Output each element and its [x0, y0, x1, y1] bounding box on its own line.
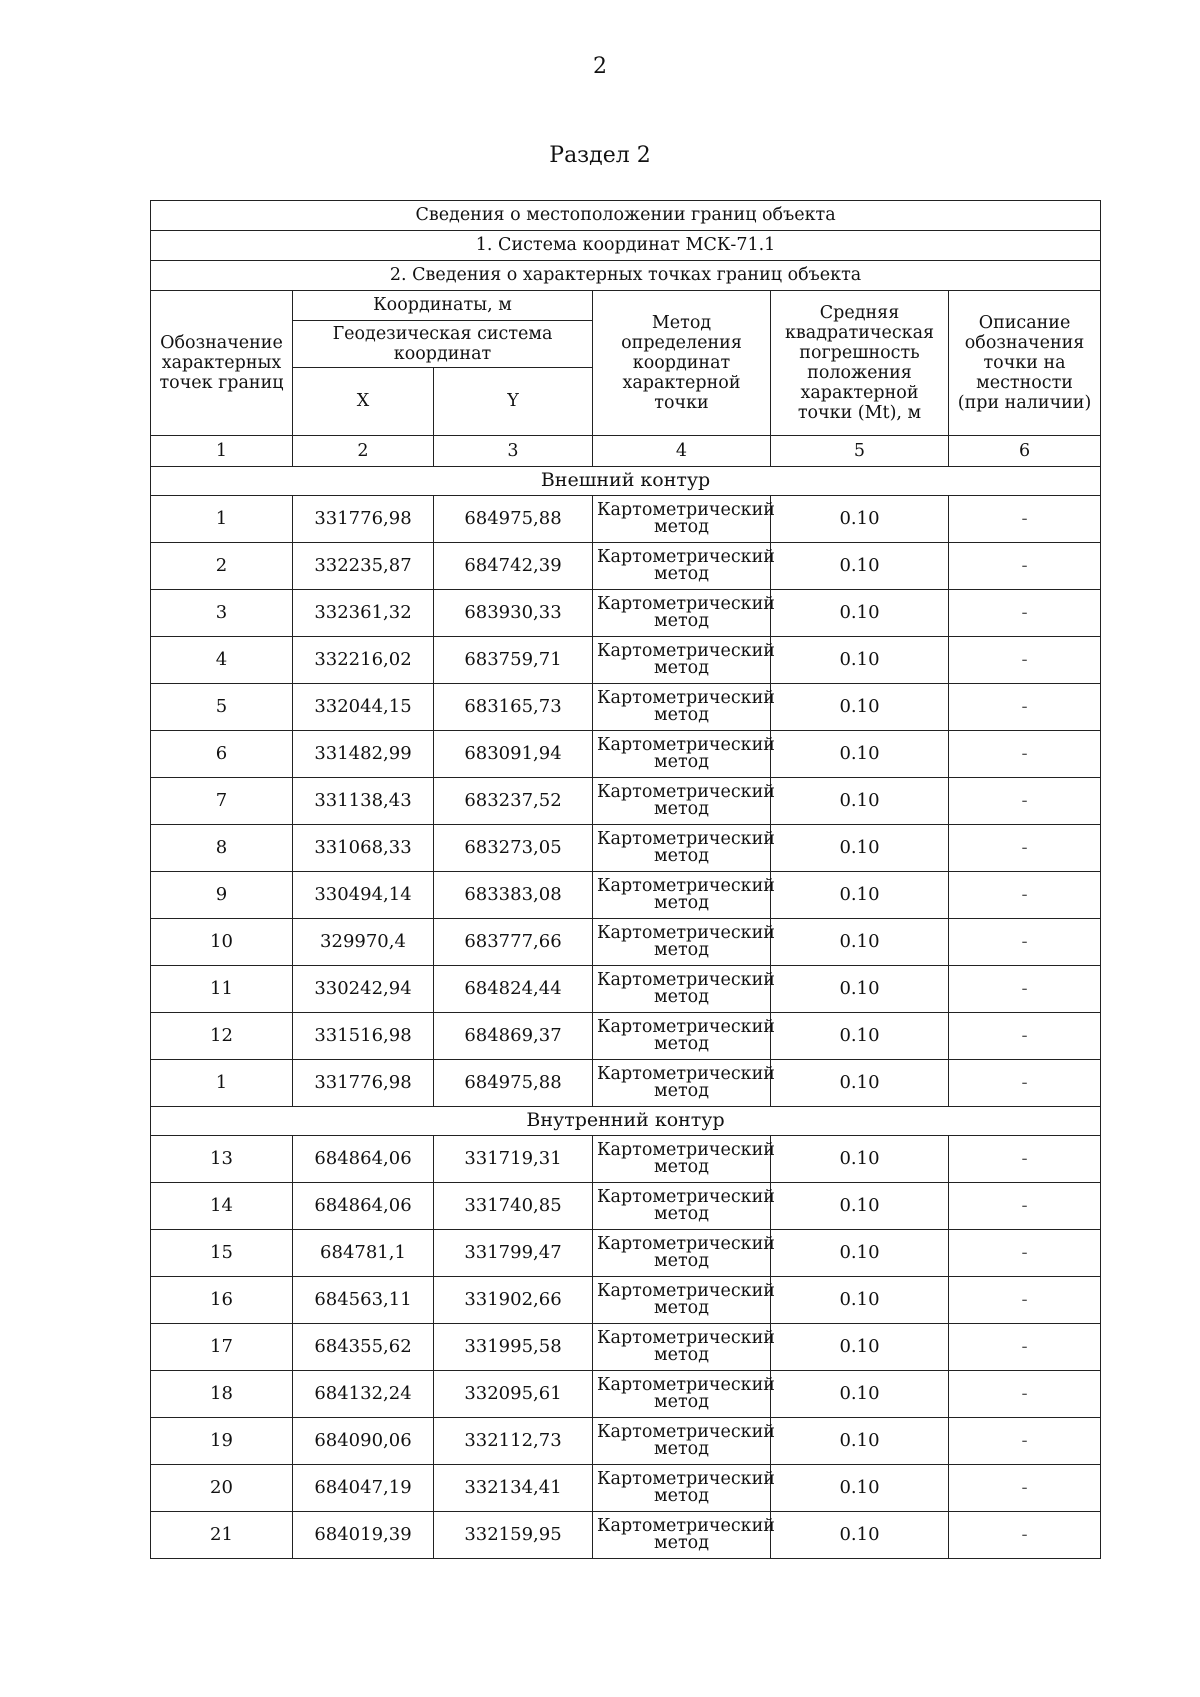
method: Картометрический метод [593, 919, 771, 966]
coord-y: 684869,37 [434, 1013, 593, 1060]
coord-x: 684019,39 [293, 1512, 434, 1559]
coord-x: 684132,24 [293, 1371, 434, 1418]
point-number: 11 [151, 966, 293, 1013]
column-number: 6 [949, 436, 1101, 467]
description: - [949, 1230, 1101, 1277]
table-row [151, 1230, 1101, 1277]
description: - [949, 543, 1101, 590]
table-row [151, 778, 1101, 825]
coord-y: 332112,73 [434, 1418, 593, 1465]
coord-x: 684864,06 [293, 1136, 434, 1183]
table-row [151, 543, 1101, 590]
method: Картометрический метод [593, 1060, 771, 1107]
coord-x: 331138,43 [293, 778, 434, 825]
point-number: 15 [151, 1230, 293, 1277]
coord-y: 332159,95 [434, 1512, 593, 1559]
error-value: 0.10 [771, 1465, 949, 1512]
inner-contour-label: Внутренний контур [151, 1107, 1101, 1136]
method: Картометрический метод [593, 543, 771, 590]
coord-y: 684975,88 [434, 496, 593, 543]
header-coordinates: Координаты, м [293, 291, 593, 321]
coord-y: 684742,39 [434, 543, 593, 590]
table-row [151, 496, 1101, 543]
section-title: Раздел 2 [549, 143, 651, 168]
description: - [949, 684, 1101, 731]
table-row [151, 590, 1101, 637]
coord-y: 331719,31 [434, 1136, 593, 1183]
point-number: 3 [151, 590, 293, 637]
table-row [151, 637, 1101, 684]
method: Картометрический метод [593, 778, 771, 825]
coord-y: 683165,73 [434, 684, 593, 731]
table-row [151, 1371, 1101, 1418]
table-row [151, 966, 1101, 1013]
coord-x: 332216,02 [293, 637, 434, 684]
point-number: 12 [151, 1013, 293, 1060]
header-point-designation: Обозначение характерных точек границ [151, 291, 293, 436]
point-number: 1 [151, 496, 293, 543]
description: - [949, 731, 1101, 778]
coord-y: 683383,08 [434, 872, 593, 919]
description: - [949, 1324, 1101, 1371]
method: Картометрический метод [593, 637, 771, 684]
coord-y: 683091,94 [434, 731, 593, 778]
table-row [151, 1324, 1101, 1371]
header-row-1 [151, 291, 1101, 321]
column-numbers-row [151, 436, 1101, 467]
point-number: 4 [151, 637, 293, 684]
error-value: 0.10 [771, 590, 949, 637]
table-row [151, 919, 1101, 966]
point-number: 18 [151, 1371, 293, 1418]
header-method: Метод определения координат характерной точки [593, 291, 771, 436]
description: - [949, 1136, 1101, 1183]
error-value: 0.10 [771, 919, 949, 966]
coord-y: 331799,47 [434, 1230, 593, 1277]
coord-x: 331068,33 [293, 825, 434, 872]
description: - [949, 637, 1101, 684]
column-number: 3 [434, 436, 593, 467]
coord-x: 332361,32 [293, 590, 434, 637]
coord-x: 329970,4 [293, 919, 434, 966]
table-row [151, 1512, 1101, 1559]
point-number: 13 [151, 1136, 293, 1183]
point-number: 7 [151, 778, 293, 825]
points-info-row [151, 261, 1101, 291]
method: Картометрический метод [593, 1371, 771, 1418]
point-number: 19 [151, 1418, 293, 1465]
method: Картометрический метод [593, 1418, 771, 1465]
outer-contour-label-row [151, 467, 1101, 496]
coord-x: 684563,11 [293, 1277, 434, 1324]
error-value: 0.10 [771, 1183, 949, 1230]
coord-x: 684864,06 [293, 1183, 434, 1230]
method: Картометрический метод [593, 590, 771, 637]
coord-y: 684824,44 [434, 966, 593, 1013]
header-description: Описание обозначения точки на местности (при наличии) [949, 291, 1101, 436]
point-number: 6 [151, 731, 293, 778]
point-number: 2 [151, 543, 293, 590]
column-number: 2 [293, 436, 434, 467]
method: Картометрический метод [593, 684, 771, 731]
header-x: X [293, 368, 434, 436]
table-row [151, 1465, 1101, 1512]
column-number: 5 [771, 436, 949, 467]
table-row [151, 731, 1101, 778]
table-row [151, 1060, 1101, 1107]
error-value: 0.10 [771, 1060, 949, 1107]
coord-system: 1. Система координат МСК-71.1 [151, 231, 1101, 261]
method: Картометрический метод [593, 1183, 771, 1230]
error-value: 0.10 [771, 1371, 949, 1418]
header-geodetic-system: Геодезическая система координат [293, 321, 593, 368]
coord-x: 331516,98 [293, 1013, 434, 1060]
coord-y: 683759,71 [434, 637, 593, 684]
error-value: 0.10 [771, 1013, 949, 1060]
description: - [949, 825, 1101, 872]
table-row [151, 1277, 1101, 1324]
method: Картометрический метод [593, 1465, 771, 1512]
coord-y: 683777,66 [434, 919, 593, 966]
point-number: 8 [151, 825, 293, 872]
coord-x: 332044,15 [293, 684, 434, 731]
error-value: 0.10 [771, 1512, 949, 1559]
point-number: 9 [151, 872, 293, 919]
coord-x: 684355,62 [293, 1324, 434, 1371]
coord-x: 331776,98 [293, 496, 434, 543]
table-row [151, 825, 1101, 872]
coord-x: 331482,99 [293, 731, 434, 778]
boundary-points-table [150, 200, 1101, 1559]
header-error: Средняя квадратическая погрешность положения характерной точки (Mt), м [771, 291, 949, 436]
error-value: 0.10 [771, 1230, 949, 1277]
point-number: 21 [151, 1512, 293, 1559]
coord-y: 683930,33 [434, 590, 593, 637]
points-info: 2. Сведения о характерных точках границ объекта [151, 261, 1101, 291]
description: - [949, 778, 1101, 825]
coord-system-row [151, 231, 1101, 261]
column-number: 4 [593, 436, 771, 467]
error-value: 0.10 [771, 778, 949, 825]
table-row [151, 1136, 1101, 1183]
coord-x: 684090,06 [293, 1418, 434, 1465]
description: - [949, 1465, 1101, 1512]
coord-x: 330242,94 [293, 966, 434, 1013]
outer-contour-label: Внешний контур [151, 467, 1101, 496]
page-number: 2 [593, 54, 607, 79]
error-value: 0.10 [771, 872, 949, 919]
coord-y: 684975,88 [434, 1060, 593, 1107]
description: - [949, 1371, 1101, 1418]
description: - [949, 1183, 1101, 1230]
description: - [949, 919, 1101, 966]
error-value: 0.10 [771, 1418, 949, 1465]
coord-x: 331776,98 [293, 1060, 434, 1107]
error-value: 0.10 [771, 543, 949, 590]
table-title-row [151, 201, 1101, 231]
method: Картометрический метод [593, 1230, 771, 1277]
table-title: Сведения о местоположении границ объекта [151, 201, 1101, 231]
column-number: 1 [151, 436, 293, 467]
point-number: 5 [151, 684, 293, 731]
header-y: Y [434, 368, 593, 436]
error-value: 0.10 [771, 966, 949, 1013]
error-value: 0.10 [771, 684, 949, 731]
method: Картометрический метод [593, 731, 771, 778]
description: - [949, 1277, 1101, 1324]
coord-y: 331740,85 [434, 1183, 593, 1230]
description: - [949, 1060, 1101, 1107]
coord-y: 332134,41 [434, 1465, 593, 1512]
method: Картометрический метод [593, 1013, 771, 1060]
table-row [151, 1013, 1101, 1060]
method: Картометрический метод [593, 1512, 771, 1559]
description: - [949, 1512, 1101, 1559]
error-value: 0.10 [771, 496, 949, 543]
table-row [151, 872, 1101, 919]
coord-y: 683237,52 [434, 778, 593, 825]
error-value: 0.10 [771, 637, 949, 684]
coord-y: 683273,05 [434, 825, 593, 872]
inner-contour-label-row [151, 1107, 1101, 1136]
table-row [151, 1418, 1101, 1465]
method: Картометрический метод [593, 496, 771, 543]
error-value: 0.10 [771, 1277, 949, 1324]
error-value: 0.10 [771, 825, 949, 872]
method: Картометрический метод [593, 825, 771, 872]
coord-x: 330494,14 [293, 872, 434, 919]
table-row [151, 1183, 1101, 1230]
point-number: 17 [151, 1324, 293, 1371]
description: - [949, 872, 1101, 919]
point-number: 1 [151, 1060, 293, 1107]
description: - [949, 590, 1101, 637]
coord-x: 684781,1 [293, 1230, 434, 1277]
error-value: 0.10 [771, 1324, 949, 1371]
description: - [949, 1013, 1101, 1060]
point-number: 16 [151, 1277, 293, 1324]
method: Картометрический метод [593, 966, 771, 1013]
description: - [949, 496, 1101, 543]
description: - [949, 1418, 1101, 1465]
coord-x: 332235,87 [293, 543, 434, 590]
coord-x: 684047,19 [293, 1465, 434, 1512]
error-value: 0.10 [771, 731, 949, 778]
point-number: 10 [151, 919, 293, 966]
coord-y: 332095,61 [434, 1371, 593, 1418]
error-value: 0.10 [771, 1136, 949, 1183]
method: Картометрический метод [593, 1277, 771, 1324]
coord-y: 331995,58 [434, 1324, 593, 1371]
coord-y: 331902,66 [434, 1277, 593, 1324]
method: Картометрический метод [593, 1136, 771, 1183]
method: Картометрический метод [593, 1324, 771, 1371]
point-number: 14 [151, 1183, 293, 1230]
point-number: 20 [151, 1465, 293, 1512]
method: Картометрический метод [593, 872, 771, 919]
description: - [949, 966, 1101, 1013]
table-row [151, 684, 1101, 731]
